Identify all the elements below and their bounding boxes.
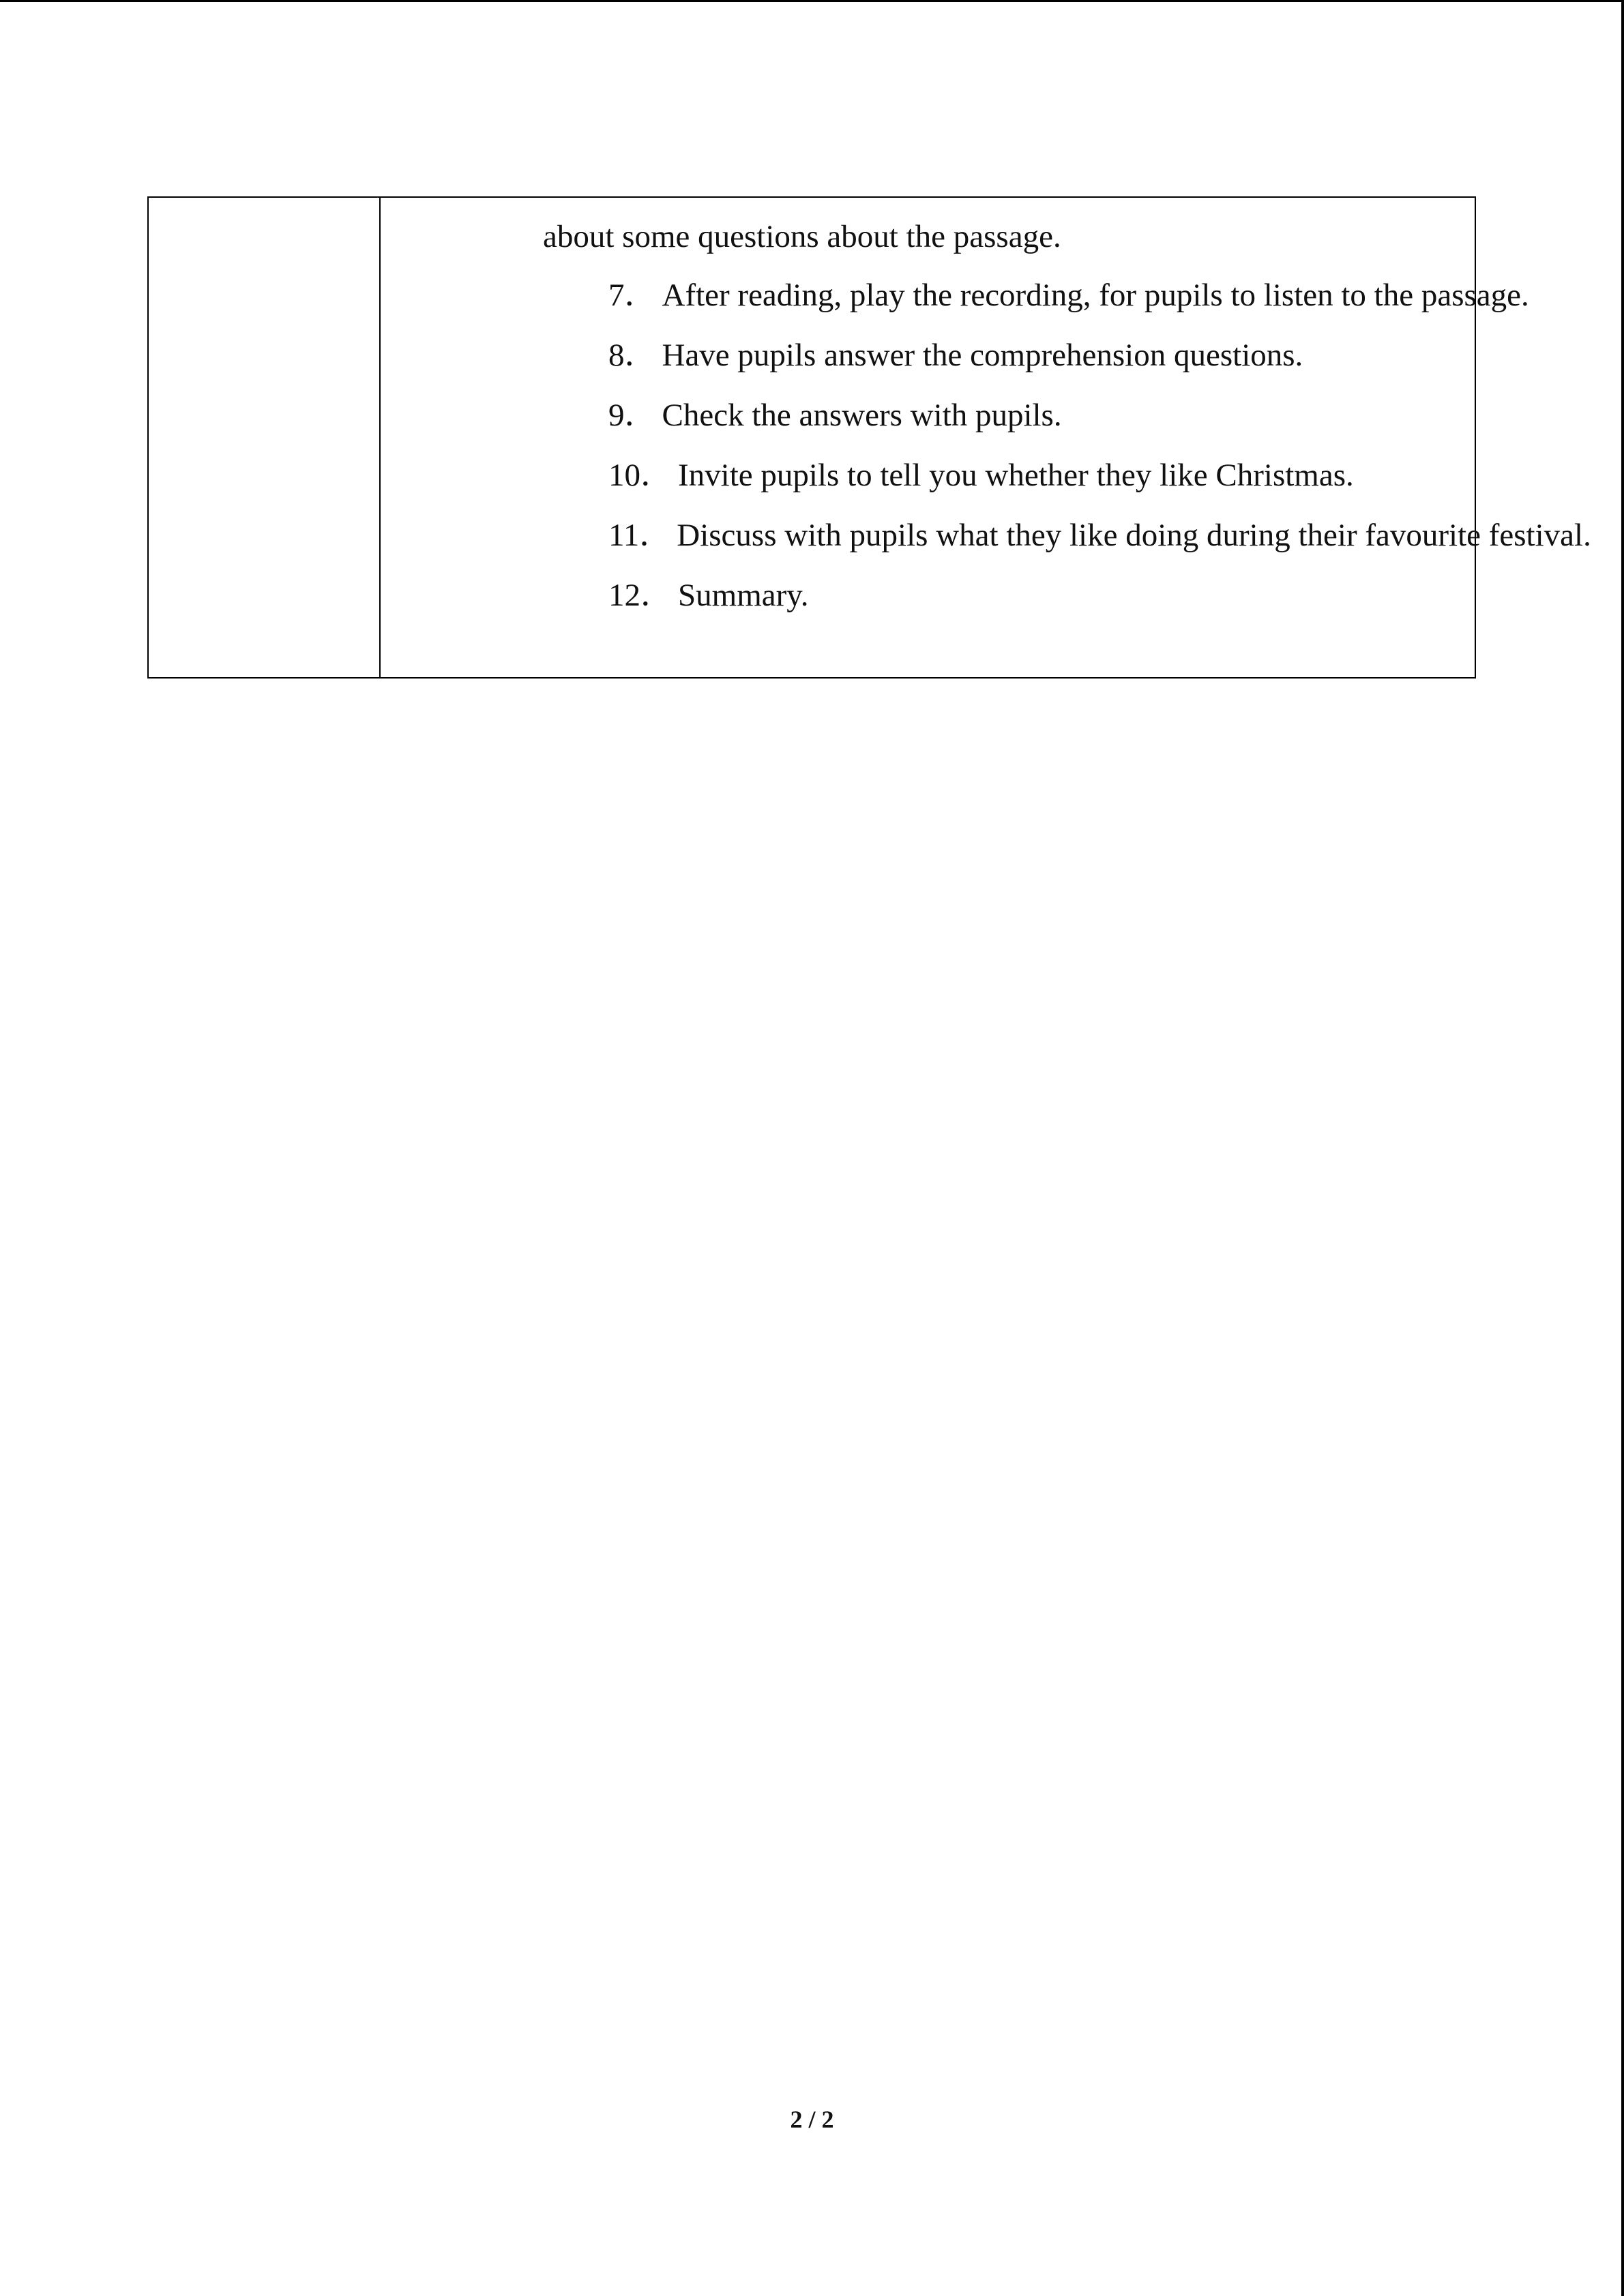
- continued-text: about some questions about the passage.: [543, 219, 1061, 254]
- step-text: After reading, play the recording, for pupils to listen to the passage.: [662, 278, 1529, 313]
- list-item: [608, 580, 808, 612]
- page-right-edge: [1621, 0, 1624, 2296]
- step-number: 10．: [608, 458, 673, 493]
- step-text: Check the answers with pupils.: [662, 398, 1062, 433]
- step-text: Invite pupils to tell you whether they like Christmas.: [678, 458, 1354, 493]
- table-left-cell: [149, 198, 381, 677]
- page-number: 2 / 2: [790, 2106, 834, 2133]
- table-right-cell: [381, 198, 1591, 677]
- step-text: Have pupils answer the comprehension questions.: [662, 338, 1303, 373]
- step-number: 12．: [608, 578, 673, 613]
- list-item: [608, 280, 1529, 312]
- step-number: 11．: [608, 518, 672, 553]
- list-item: [608, 400, 1062, 432]
- lesson-plan-table: [147, 196, 1591, 679]
- list-item: [608, 460, 1354, 492]
- list-item: [608, 520, 1591, 552]
- step-text: Discuss with pupils what they like doing during their favourite festival.: [677, 518, 1591, 553]
- page-top-edge: [0, 0, 1624, 2]
- step-number: 7．: [608, 278, 657, 313]
- step-number: 9．: [608, 398, 657, 433]
- list-item: [608, 340, 1303, 372]
- step-text: Summary.: [678, 578, 809, 613]
- step-number: 8．: [608, 338, 657, 373]
